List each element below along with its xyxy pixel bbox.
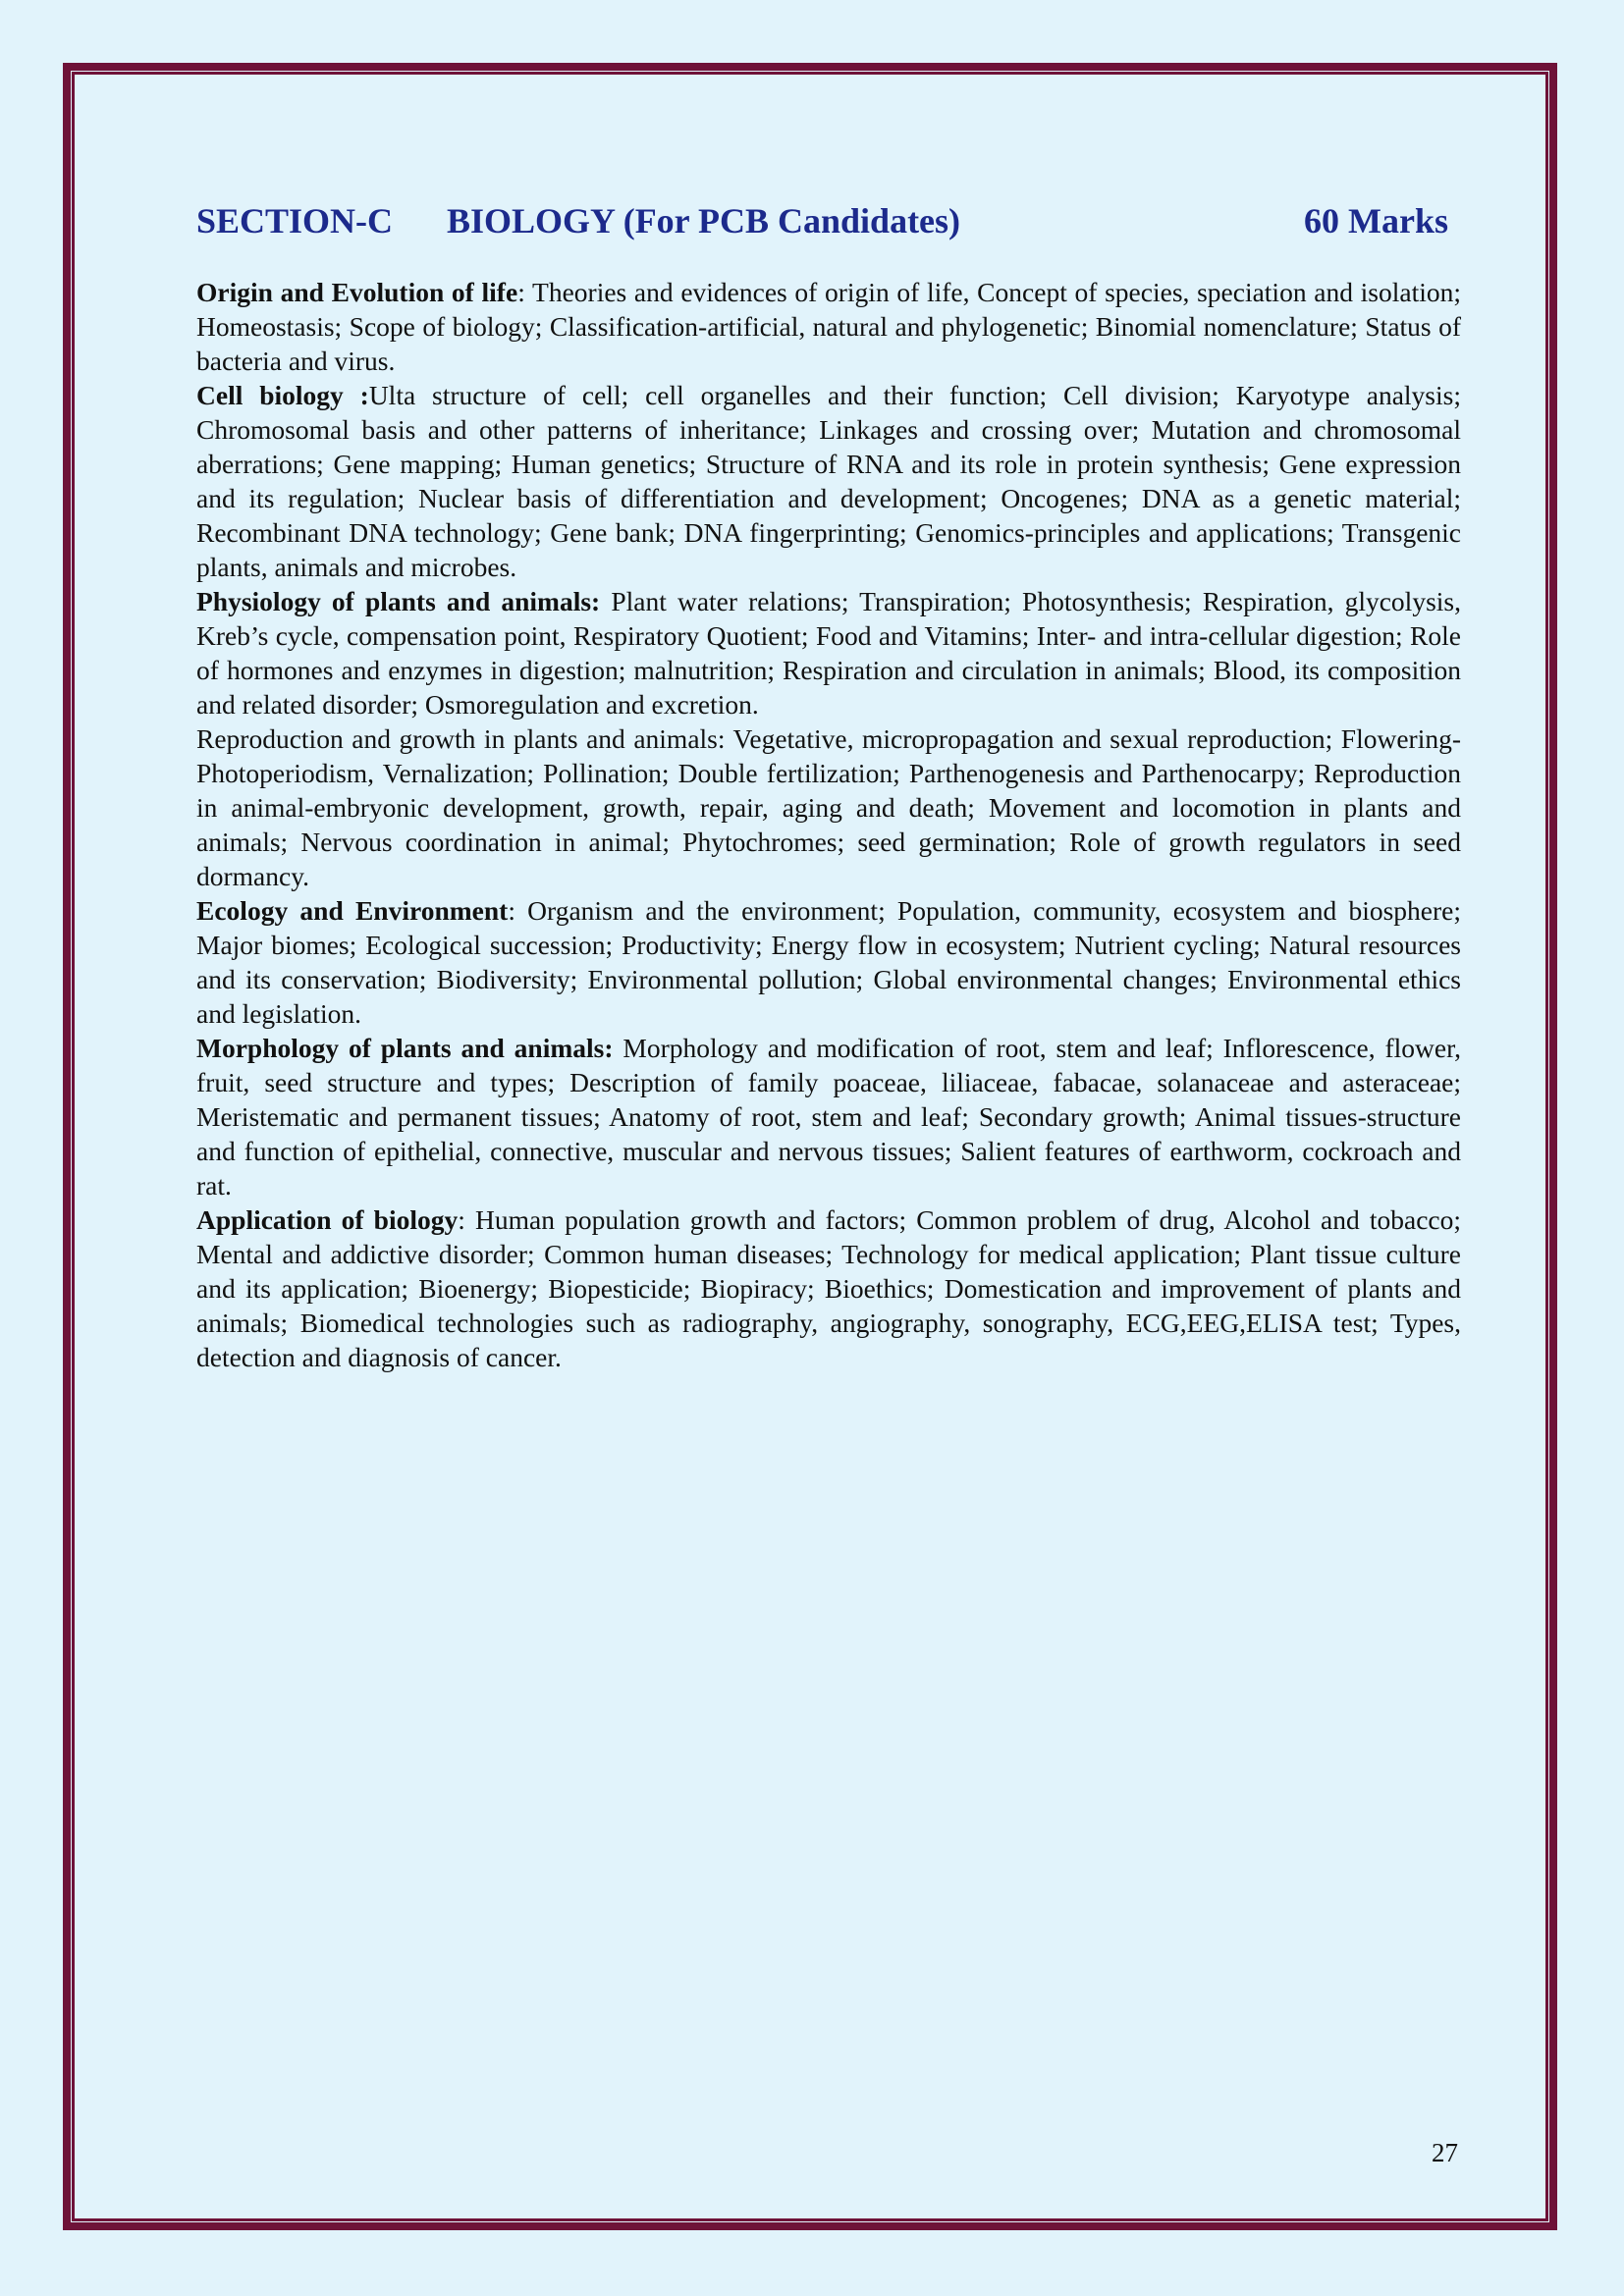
topic-cell-biology <box>196 378 1461 584</box>
topic-origin-evolution <box>196 275 1461 378</box>
topic-title: Ecology and Environment <box>196 895 509 926</box>
topic-separator <box>600 586 611 616</box>
topic-title: Origin and Evolution of life <box>196 277 518 307</box>
page-number: 27 <box>1432 2138 1458 2167</box>
topic-text: Organism and the environment; Population, community, ecosystem and biosphere; Major biomes; Ecological succession; Productivity; Energy flow in ecosystem; Nutrient cycling; Natural resources and its conservation; Biodiversity; Environmental pollution; Global environmental changes; Environmental ethics and legislation. <box>196 895 1462 1029</box>
topic-text: Theories and evidences of origin of life, Concept of species, speciation and isolation; Homeostasis; Scope of biology; Classification-artificial, natural and phylogenetic; Binomial nomenclature; Status of bacteria and virus. <box>196 277 1462 376</box>
topic-text: Ulta structure of cell; cell organelles and their function; Cell division; Karyotype analysis; Chromosomal basis and other patterns of inheritance; Linkages and crossing over; Mutation and chromosomal aberrations; Gene mapping; Human genetics; Structure of RNA and its role in protein synthesis; Gene expression and its regulation; Nuclear basis of differentiation and development; Oncogenes; DNA as a genetic material; Recombinant DNA technology; Gene bank; DNA fingerprinting; Genomics-principles and applications; Transgenic plants, animals and microbes. <box>196 380 1461 582</box>
topic-application-biology <box>196 1202 1461 1374</box>
topic-text: Plant water relations; Transpiration; Photosynthesis; Respiration, glycolysis, Kreb’s cycle, compensation point, Respiratory Quotient; Food and Vitamins; Inter- and intra-cellular digestion; Role of hormones and enzymes in digestion; malnutrition; Respiration and circulation in animals; Blood, its composition and related disorder; Osmoregulation and excretion. <box>196 586 1461 720</box>
syllabus-content <box>196 275 1461 1374</box>
marks-label: 60 Marks <box>1304 201 1448 240</box>
topic-separator <box>614 1033 623 1063</box>
topic-title: Physiology of plants and animals: <box>196 586 601 616</box>
topic-title: Cell biology : <box>196 380 369 410</box>
topic-title: Application of biology <box>196 1204 459 1235</box>
topic-separator: : <box>508 895 528 926</box>
topic-separator: : <box>458 1204 475 1235</box>
topic-text: Morphology and modification of root, stem and leaf; Inflorescence, flower, fruit, seed structure and types; Description of family poaceae, liliaceae, fabacae, solanaceae and asteraceae; Meristematic and permanent tissues; Anatomy of root, stem and leaf; Secondary growth; Animal tissues-structure and function of epithelial, connective, muscular and nervous tissues; Salient features of earthworm, cockroach and rat. <box>196 1033 1461 1201</box>
topic-reproduction-growth <box>196 721 1461 893</box>
topic-separator: : <box>517 277 533 307</box>
topic-text: Human population growth and factors; Common problem of drug, Alcohol and tobacco; Mental and addictive disorder; Common human diseases; Technology for medical application; Plant tissue culture and its application; Bioenergy; Biopesticide; Biopiracy; Bioethics; Domestication and improvement of plants and animals; Biomedical technologies such as radiography, angiography, sonography, ECG,EEG,ELISA test; Types, detection and diagnosis of cancer. <box>196 1204 1462 1372</box>
section-heading <box>196 196 1448 245</box>
topic-title: Morphology of plants and animals: <box>196 1033 614 1063</box>
topic-physiology <box>196 584 1461 721</box>
section-label: SECTION-C <box>196 201 394 240</box>
topic-text: Reproduction and growth in plants and animals: Vegetative, micropropagation and sexual reproduction; Flowering-Photoperiodism, Vernalization; Pollination; Double fertilization; Parthenogenesis and Parthenocarpy; Reproduction in animal-embryonic development, growth, repair, aging and death; Movement and locomotion in plants and animals; Nervous coordination in animal; Phytochromes; seed germination; Role of growth regulators in seed dormancy. <box>196 723 1461 891</box>
subject-label: BIOLOGY (For PCB Candidates) <box>447 201 961 240</box>
topic-morphology <box>196 1031 1461 1202</box>
topic-ecology-environment <box>196 893 1461 1031</box>
